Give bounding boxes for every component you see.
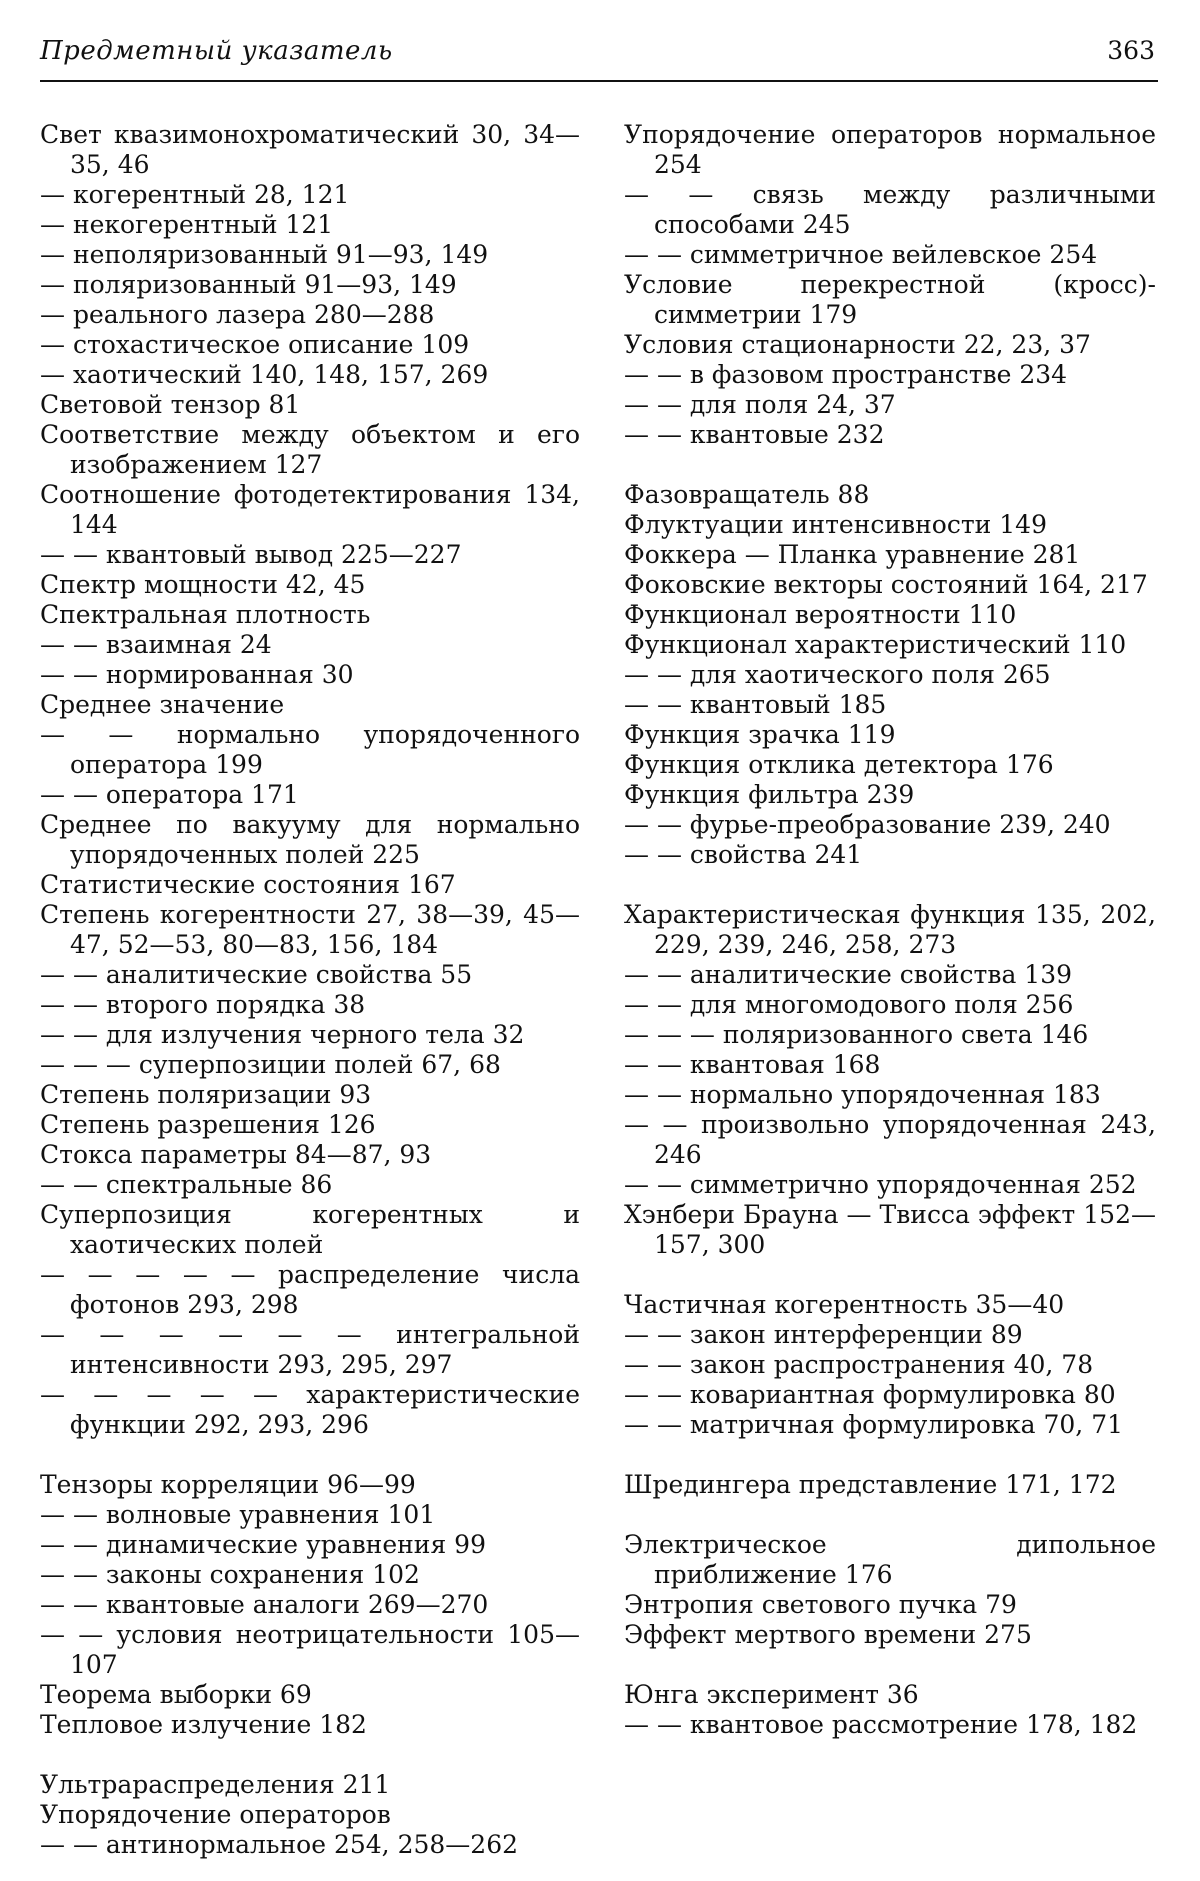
index-entry: — — условия неотрицательности 105—107 (40, 1620, 580, 1679)
index-entry: — хаотический 140, 148, 157, 269 (40, 360, 489, 389)
index-entry: — — динамические уравнения 99 (40, 1530, 486, 1559)
index-entry: — — произвольно упорядоченная 243, 246 (624, 1110, 1156, 1169)
index-entry: Спектральная плотность (40, 600, 371, 629)
index-column-right (624, 120, 1156, 1740)
index-entry: — — нормированная 30 (40, 660, 354, 689)
index-entry: — — ковариантная формулировка 80 (624, 1380, 1116, 1409)
section-gap (624, 1260, 1156, 1290)
index-entry: — — — суперпозиции полей 67, 68 (40, 1050, 501, 1079)
section-gap (624, 1440, 1156, 1470)
index-entry: Характеристическая функция 135, 202, 229, 239, 246, 258, 273 (624, 900, 1156, 959)
index-entry: Условия стационарности 22, 23, 37 (624, 330, 1091, 359)
index-entry: — — волновые уравнения 101 (40, 1500, 436, 1529)
index-entry: Эффект мертвого времени 275 (624, 1620, 1032, 1649)
index-entry: — — симметричное вейлевское 254 (624, 240, 1098, 269)
index-entry: Соответствие между объектом и его изображением 127 (40, 420, 580, 479)
index-entry: — — — — — характеристические функции 292, 293, 296 (40, 1380, 580, 1439)
index-entry: Упорядочение операторов (40, 1800, 391, 1829)
index-entry: — — квантовый 185 (624, 690, 887, 719)
index-entry: — стохастическое описание 109 (40, 330, 470, 359)
index-entry: Ультрараспределения 211 (40, 1770, 391, 1799)
index-entry: Электрическое дипольное приближение 176 (624, 1530, 1156, 1589)
index-entry: Теорема выборки 69 (40, 1680, 312, 1709)
section-gap (624, 870, 1156, 900)
index-entry: — — для поля 24, 37 (624, 390, 896, 419)
index-entry: — некогерентный 121 (40, 210, 334, 239)
index-entry: Тепловое излучение 182 (40, 1710, 367, 1739)
index-entry: Тензоры корреляции 96—99 (40, 1470, 416, 1499)
index-entry: Функционал вероятности 110 (624, 600, 1017, 629)
index-entry: Флуктуации интенсивности 149 (624, 510, 1047, 539)
page-header (40, 36, 1155, 84)
index-entry: — — второго порядка 38 (40, 990, 366, 1019)
index-entry: — — законы сохранения 102 (40, 1560, 420, 1589)
index-entry: Степень разрешения 126 (40, 1110, 376, 1139)
index-entry: — — аналитические свойства 139 (624, 960, 1073, 989)
section-gap (624, 1500, 1156, 1530)
index-entry: Условие перекрестной (кросс)-симметрии 179 (624, 270, 1156, 329)
index-entry: — — симметрично упорядоченная 252 (624, 1170, 1137, 1199)
index-entry: — — квантовые аналоги 269—270 (40, 1590, 489, 1619)
index-entry: Энтропия светового пучка 79 (624, 1590, 1017, 1619)
section-gap (624, 450, 1156, 480)
index-entry: — — оператора 171 (40, 780, 299, 809)
index-entry: — — квантовое рассмотрение 178, 182 (624, 1710, 1138, 1739)
index-entry: — — антинормальное 254, 258—262 (40, 1830, 519, 1859)
index-entry: Фоккера — Планка уравнение 281 (624, 540, 1081, 569)
index-entry: — когерентный 28, 121 (40, 180, 350, 209)
index-entry: Свет квазимонохроматический 30, 34—35, 46 (40, 120, 580, 179)
index-entry: Фазовращатель 88 (624, 480, 870, 509)
index-entry: Хэнбери Брауна — Твисса эффект 152—157, 300 (624, 1200, 1156, 1259)
index-entry: — — закон распространения 40, 78 (624, 1350, 1094, 1379)
index-entry: Суперпозиция когерентных и хаотических полей (40, 1200, 580, 1259)
index-entry: Упорядочение операторов нормальное 254 (624, 120, 1156, 179)
index-entry: — поляризованный 91—93, 149 (40, 270, 457, 299)
index-entry: — — связь между различными способами 245 (624, 180, 1156, 239)
index-entry: Шредингера представление 171, 172 (624, 1470, 1117, 1499)
index-entry: — — в фазовом пространстве 234 (624, 360, 1068, 389)
index-entry: — реального лазера 280—288 (40, 300, 435, 329)
section-gap (624, 1650, 1156, 1680)
index-entry: Степень когерентности 27, 38—39, 45—47, 52—53, 80—83, 156, 184 (40, 900, 580, 959)
section-gap (40, 1740, 580, 1770)
index-entry: Фоковские векторы состояний 164, 217 (624, 570, 1148, 599)
index-entry: Стокса параметры 84—87, 93 (40, 1140, 432, 1169)
index-entry: — — — поляризованного света 146 (624, 1020, 1089, 1049)
index-entry: — — закон интерференции 89 (624, 1320, 1023, 1349)
header-rule (40, 80, 1158, 82)
running-title: Предметный указатель (40, 36, 393, 66)
index-entry: Спектр мощности 42, 45 (40, 570, 366, 599)
index-entry: Среднее по вакууму для нормально упорядоченных полей 225 (40, 810, 580, 869)
index-entry: — — квантовая 168 (624, 1050, 881, 1079)
index-entry: — — спектральные 86 (40, 1170, 333, 1199)
index-entry: — — квантовый вывод 225—227 (40, 540, 462, 569)
index-entry: Соотношение фотодетектирования 134, 144 (40, 480, 580, 539)
index-entry: — — свойства 241 (624, 840, 863, 869)
index-entry: — — — — — распределение числа фотонов 293, 298 (40, 1260, 580, 1319)
index-entry: Функционал характеристический 110 (624, 630, 1127, 659)
index-entry: — — фурье-преобразование 239, 240 (624, 810, 1111, 839)
index-entry: Функция фильтра 239 (624, 780, 915, 809)
index-entry: Статистические состояния 167 (40, 870, 456, 899)
index-entry: — — матричная формулировка 70, 71 (624, 1410, 1123, 1439)
index-column-left (40, 120, 580, 1860)
index-entry: Функция отклика детектора 176 (624, 750, 1054, 779)
index-entry: — неполяризованный 91—93, 149 (40, 240, 489, 269)
index-entry: — — аналитические свойства 55 (40, 960, 473, 989)
index-entry: Световой тензор 81 (40, 390, 301, 419)
index-entry: Юнга эксперимент 36 (624, 1680, 919, 1709)
index-entry: — — взаимная 24 (40, 630, 272, 659)
index-entry: Функция зрачка 119 (624, 720, 896, 749)
index-entry: Среднее значение (40, 690, 285, 719)
index-entry: — — — — — — интегральной интенсивности 293, 295, 297 (40, 1320, 580, 1379)
page-number: 363 (1107, 36, 1155, 65)
index-entry: — — нормально упорядоченного оператора 199 (40, 720, 580, 779)
index-entry: Частичная когерентность 35—40 (624, 1290, 1065, 1319)
index-entry: — — для многомодового поля 256 (624, 990, 1074, 1019)
section-gap (40, 1440, 580, 1470)
index-entry: — — квантовые 232 (624, 420, 885, 449)
index-entry: — — нормально упорядоченная 183 (624, 1080, 1101, 1109)
index-entry: — — для хаотического поля 265 (624, 660, 1051, 689)
index-entry: Степень поляризации 93 (40, 1080, 372, 1109)
index-entry: — — для излучения черного тела 32 (40, 1020, 525, 1049)
